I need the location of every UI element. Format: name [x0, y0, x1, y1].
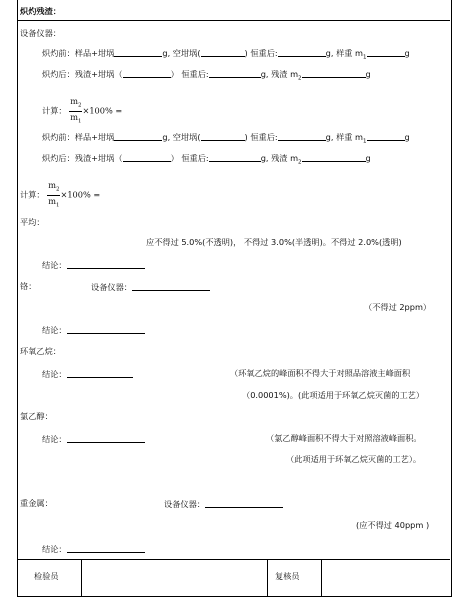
empty-crucible-field-2[interactable] — [201, 131, 245, 141]
chlorohydrin-note-1: （氯乙醇峰面积不得大于对照溶液峰面积。 — [266, 433, 422, 443]
heavy-metals-equipment: 设备仪器： — [164, 498, 283, 510]
ignition-row-3: 炽灼前：样品+坩埚 g, 空坩埚( ) 恒重后: g, 样重 $m_1$ g — [42, 132, 410, 145]
reviewer-signature-field[interactable] — [322, 560, 450, 596]
constant-weight-field-2[interactable] — [209, 68, 261, 78]
empty-crucible-field[interactable] — [201, 47, 245, 57]
inspector-signature-field[interactable] — [82, 560, 267, 596]
section-title-ignition: 炽灼残渣： — [20, 6, 61, 16]
calc-row-2: 计算： $\frac{m_2}{m_1}$ ×100% = — [20, 180, 101, 209]
chromium-equipment: 设备仪器： — [91, 281, 210, 293]
sample-crucible-field-2[interactable] — [114, 131, 162, 141]
footer-col-line-2 — [267, 559, 268, 596]
residue-crucible-field[interactable] — [123, 68, 171, 78]
ignition-row-2: 炽灼后：残渣+坩埚（ ） 恒重后: g, 残渣 $m_2$ g — [42, 69, 371, 82]
residue-weight-field-2[interactable] — [302, 152, 366, 162]
chromium-label: 铬： — [20, 281, 37, 291]
conclusion-row-1: 结论： — [42, 259, 145, 271]
sample-weight-field-2[interactable] — [367, 131, 405, 141]
reviewer-label: 复核员 — [275, 571, 300, 581]
conclusion-row-5: 结论： — [42, 543, 145, 555]
sample-weight-field[interactable] — [367, 47, 405, 57]
heavy-metals-equipment-field[interactable] — [205, 498, 283, 508]
chlorohydrin-note-2: （此项适用于环氧乙烷灭菌的工艺）。 — [286, 454, 422, 464]
formula-fraction: $\frac{m_2}{m_1}$ — [70, 96, 82, 125]
residue-weight-field[interactable] — [302, 68, 366, 78]
average-label: 平均： — [20, 217, 45, 227]
formula-fraction-2: $\frac{m_2}{m_1}$ — [48, 180, 60, 209]
chromium-equipment-field[interactable] — [132, 281, 210, 291]
conclusion-row-2: 结论： — [42, 324, 145, 336]
constant-weight-field-3[interactable] — [278, 131, 326, 141]
sample-crucible-field[interactable] — [114, 47, 162, 57]
conclusion-row-4: 结论： — [42, 433, 145, 445]
ethylene-oxide-note-1: （环氧乙烷的峰面积不得大于对照品溶液主峰面积 — [230, 368, 411, 378]
chlorohydrin-label: 氯乙醇： — [20, 411, 53, 421]
conclusion-field-2[interactable] — [67, 324, 145, 334]
divider — [17, 20, 450, 21]
heavy-metals-label: 重金属： — [20, 498, 53, 508]
inspector-label: 检验员 — [34, 571, 59, 581]
conclusion-row-3: 结论： — [42, 368, 133, 380]
ethylene-oxide-label: 环氧乙烷： — [20, 346, 61, 356]
conclusion-field-4[interactable] — [67, 433, 145, 443]
ignition-limit: 应不得过 5.0%(不透明)， 不得过 3.0%(半透明)。不得过 2.0%(透明) — [146, 237, 402, 247]
conclusion-field-5[interactable] — [67, 543, 145, 553]
equipment-label: 设备仪器： — [20, 28, 61, 38]
conclusion-field-3[interactable] — [67, 368, 133, 378]
constant-weight-field[interactable] — [278, 47, 326, 57]
heavy-metals-limit: (应不得过 40ppm ) — [356, 520, 430, 530]
chromium-limit: （不得过 2ppm） — [364, 302, 432, 312]
ignition-row-1: 炽灼前：样品+坩埚 g, 空坩埚( ) 恒重后: g, 样重 $m_1$ g — [42, 48, 410, 61]
constant-weight-field-4[interactable] — [209, 152, 261, 162]
residue-crucible-field-2[interactable] — [123, 152, 171, 162]
calc-row-1: 计算： $\frac{m_2}{m_1}$ ×100% = — [42, 96, 123, 125]
ethylene-oxide-note-2: （0.0001%)。(此项适用于环氧乙烷灭菌的工艺） — [242, 390, 425, 400]
conclusion-field-1[interactable] — [67, 259, 145, 269]
ignition-row-4: 炽灼后：残渣+坩埚（ ） 恒重后: g, 残渣 $m_2$ g — [42, 153, 371, 166]
